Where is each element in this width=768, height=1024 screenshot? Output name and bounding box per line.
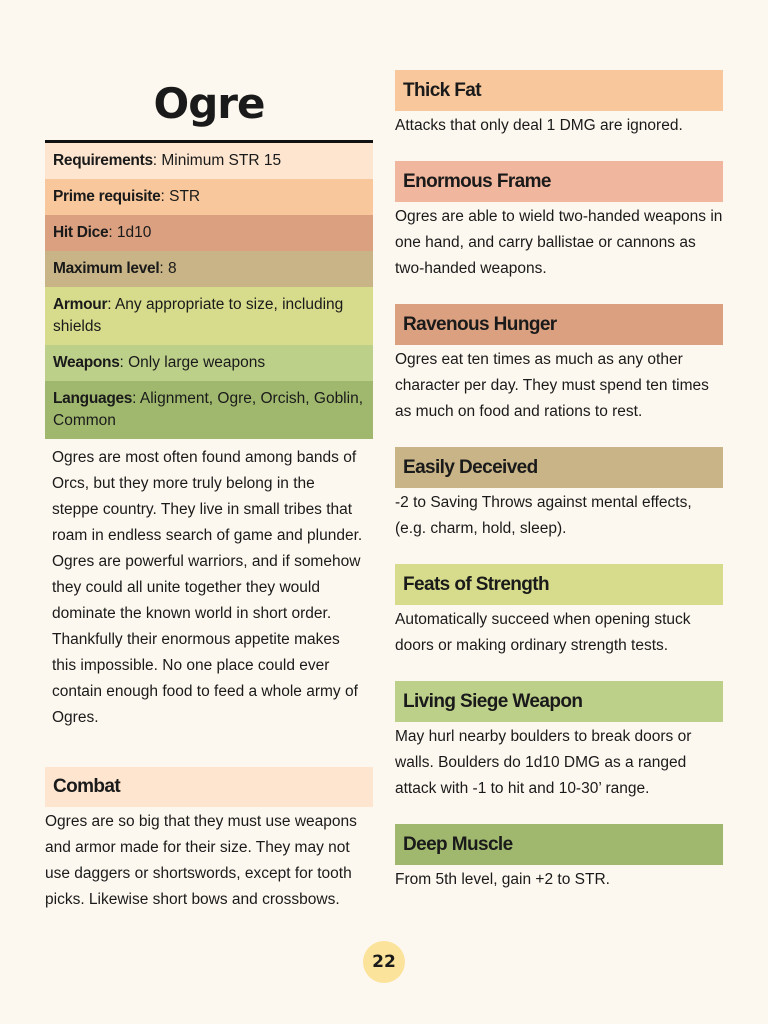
stat-value: : Alignment, Ogre, Orcish, Goblin, Common [53,390,363,429]
stat-weapons [45,345,373,381]
stat-value: : 8 [159,260,177,277]
stat-key: Maximum level [53,260,160,277]
description-paragraph: Ogres are most often found among bands of Orcs, but they more truly belong in the steppe country. They live in small tribes that roam in endless search of game and plunder. Ogres are powerful warriors, and if somehow they could all unite together they would dominate the known world in short order. Thankfully their enormous appetite makes this impossible. No one place could ever contain enough food to feed a whole army of Ogres. [52,449,363,726]
ability-living-siege-weapon [395,681,723,802]
stat-requirements [45,143,373,179]
ability-deep-muscle [395,824,723,893]
stat-armour [45,287,373,345]
ability-heading: Enormous Frame [395,161,723,202]
ability-text: May hurl nearby boulders to break doors or walls. Boulders do 1d10 DMG as a ranged attack with -1 to hit and 10-30’ range. [395,728,692,797]
stat-maximum-level [45,251,373,287]
combat-section [45,767,373,913]
ability-text: Attacks that only deal 1 DMG are ignored. [395,117,683,134]
ability-text: -2 to Saving Throws against mental effects, (e.g. charm, hold, sleep). [395,494,692,537]
ability-text: From 5th level, gain +2 to STR. [395,871,610,888]
ability-thick-fat [395,70,723,139]
stat-hit-dice [45,215,373,251]
stat-key: Hit Dice [53,224,109,241]
stat-key: Languages [53,390,133,407]
stat-value: : STR [160,188,201,205]
stat-key: Prime requisite [53,188,161,205]
ability-ravenous-hunger [395,304,723,425]
stat-languages [45,381,373,439]
stat-value: : Minimum STR 15 [152,152,282,169]
stat-value: : Any appropriate to size, including shields [53,296,344,335]
ability-heading: Thick Fat [395,70,723,111]
ability-heading: Feats of Strength [395,564,723,605]
stat-value: : Only large weapons [119,354,266,371]
ability-text: Automatically succeed when opening stuck doors or making ordinary strength tests. [395,611,691,654]
combat-heading: Combat [45,767,373,807]
left-column [45,60,373,913]
stat-key: Weapons [53,354,120,371]
stat-key: Armour [53,296,108,313]
ability-text: Ogres are able to wield two-handed weapons in one hand, and carry ballistae or cannons as two-handed weapons. [395,208,723,277]
ability-heading: Deep Muscle [395,824,723,865]
ability-heading: Living Siege Weapon [395,681,723,722]
stat-block [45,143,373,439]
stat-prime-requisite [45,179,373,215]
right-column [395,70,723,893]
ability-heading: Easily Deceived [395,447,723,488]
page-title: Ogre [153,79,265,128]
ability-feats-of-strength [395,564,723,659]
ability-text: Ogres eat ten times as much as any other character per day. They must spend ten times as much on food and rations to rest. [395,351,709,420]
combat-text: Ogres are so big that they must use weapons and armor made for their size. They may not use daggers or shortswords, except for tooth picks. Likewise short bows and crossbows. [45,813,357,908]
ability-easily-deceived [395,447,723,542]
ability-heading: Ravenous Hunger [395,304,723,345]
ability-enormous-frame [395,161,723,282]
stat-value: : 1d10 [108,224,152,241]
stat-key: Requirements [53,152,153,169]
page-number: 22 [363,941,405,983]
